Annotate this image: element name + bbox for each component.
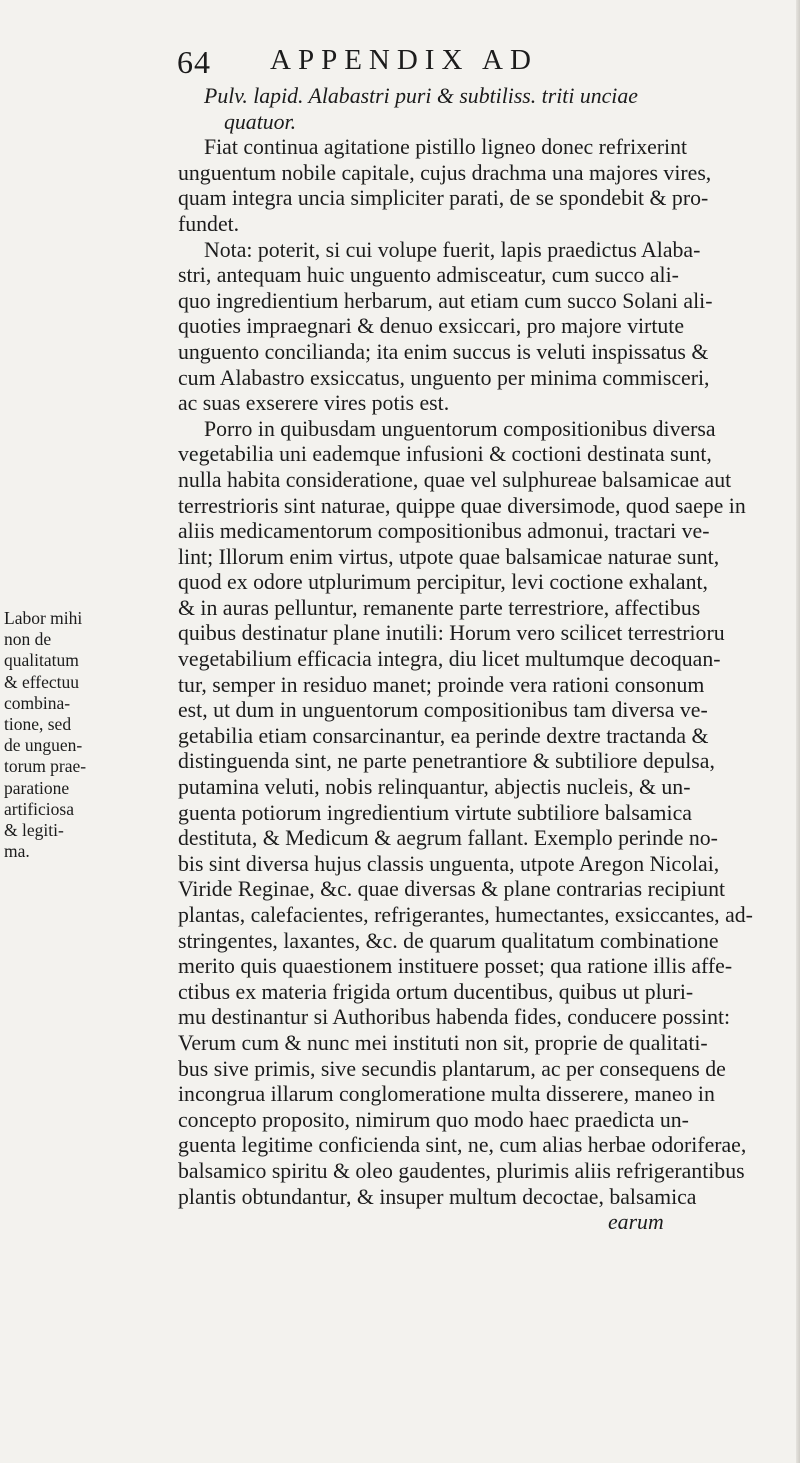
text-line: terrestrioris sint naturae, quippe quae diversimode, quod saepe in (178, 493, 746, 518)
text-line: merito quis quaestionem instituere posset; qua ratione illis affe- (178, 954, 733, 979)
text-line: quibus destinatur plane inutili: Horum vero scilicet terrestrioru (178, 621, 725, 646)
text-line: destituta, & Medicum & aegrum fallant. Exemplo perinde no- (178, 826, 718, 851)
text-line: Fiat continua agitatione pistillo ligneo donec refrixerint (204, 135, 688, 160)
text-line: lint; Illorum enim virtus, utpote quae balsamicae naturae sunt, (178, 544, 720, 569)
text-line: plantas, calefacientes, refrigerantes, humectantes, exsiccantes, ad- (178, 903, 753, 927)
page-number: 64 (177, 44, 211, 80)
text-line: est, ut dum in unguentorum compositionibus tam diversa ve- (178, 698, 708, 723)
text-line: balsamico spiritu & oleo gaudentes, plurimis aliis refrigerantibus (178, 1158, 745, 1183)
text-line: guenta potiorum ingredientium virtute subtiliore balsamica (178, 800, 692, 825)
margin-note-line: de unguen- (4, 735, 83, 756)
text-line: fundet. (178, 211, 240, 236)
body-text (178, 84, 780, 1236)
margin-note-line: tione, sed (4, 713, 72, 734)
text-line: Verum cum & nunc mei instituti non sit, proprie de qualitati- (178, 1030, 708, 1055)
text-line: ctibus ex materia frigida ortum ducentibus, quibus ut pluri- (178, 979, 694, 1004)
text-line: quoties impraegnari & denuo exsiccari, pro majore virtute (178, 314, 685, 339)
page-edge (796, 0, 800, 1463)
text-line: Viride Reginae, &c. quae diversas & plane contrarias recipiunt (178, 877, 726, 902)
margin-note-line: combina- (4, 692, 71, 713)
text-line: Nota: poterit, si cui volupe fuerit, lapis praedictus Alaba- (204, 237, 701, 262)
margin-note-line: non de (4, 629, 52, 650)
margin-note (4, 608, 174, 862)
margin-note-line: Labor mihi (4, 608, 83, 628)
text-line: & in auras pelluntur, remanente parte terrestriore, affectibus (178, 595, 701, 620)
text-line: distinguenda sint, ne parte penetrantiore & subtiliore depulsa, (178, 749, 715, 774)
text-line: unguentum nobile capitale, cujus drachma una majores vires, (178, 160, 712, 185)
text-line: quam integra uncia simpliciter parati, de se spondebit & pro- (178, 186, 709, 211)
text-line: concepto proposito, nimirum quo modo haec praedicta un- (178, 1107, 689, 1132)
text-line: unguento concilianda; ita enim succus is veluti inspissatus & (178, 339, 709, 364)
text-line: stri, antequam huic unguento admisceatur, cum succo ali- (178, 263, 679, 288)
margin-note-line: & legiti- (4, 819, 64, 840)
text-line: guenta legitime conficienda sint, ne, cum alias herbae odoriferae, (178, 1133, 747, 1158)
text-line: plantis obtundantur, & insuper multum decoctae, balsamica (178, 1184, 697, 1209)
margin-note-line: & effectuu (4, 671, 79, 692)
text-line: tur, semper in residuo manet; proinde vera rationi consonum (178, 672, 705, 697)
text-line: mu destinantur si Authoribus habenda fides, conducere possint: (178, 1005, 731, 1030)
text-line: vegetabilium efficacia integra, diu licet multumque decoquan- (178, 647, 721, 672)
margin-note-line: qualitatum (4, 650, 79, 671)
text-line: putamina veluti, nobis relinquantur, abjectis nucleis, & un- (178, 775, 691, 800)
text-line: vegetabilia uni eademque infusioni & coctioni destinata sunt, (178, 442, 712, 467)
text-line: earum (608, 1210, 664, 1235)
text-line: quod ex odore utplurimum percipitur, levi coctione exhalant, (178, 570, 708, 595)
text-line: aliis medicamentorum compositionibus admonui, tractari ve- (178, 519, 710, 544)
text-line: nulla habita consideratione, quae vel sulphureae balsamicae aut (178, 467, 732, 492)
text-line: Pulv. lapid. Alabastri puri & subtiliss. triti unciae (204, 84, 638, 108)
text-line: ac suas exserere vires potis est. (178, 391, 450, 416)
text-line: cum Alabastro exsiccatus, unguento per minima commisceri, (178, 365, 710, 390)
text-line: Porro in quibusdam unguentorum compositionibus diversa (204, 416, 716, 441)
text-line: bis sint diversa hujus classis unguenta, utpote Aregon Nicolai, (178, 851, 720, 876)
margin-note-line: torum prae- (4, 756, 87, 777)
text-line: quo ingredientium herbarum, aut etiam cum succo Solani ali- (178, 288, 713, 313)
text-line: quatuor. (224, 109, 297, 134)
text-line: bus sive primis, sive secundis plantarum, ac per consequens de (178, 1056, 726, 1081)
running-head: APPENDIX AD (270, 44, 538, 76)
text-line: stringentes, laxantes, &c. de quarum qualitatum combinatione (178, 928, 719, 953)
text-line: getabilia etiam consarcinantur, ea perinde dextre tractanda & (178, 723, 709, 748)
margin-note-line: ma. (4, 841, 30, 862)
margin-note-line: paratione (4, 777, 70, 798)
margin-note-line: artificiosa (4, 798, 74, 819)
text-line: incongrua illarum conglomeratione multa disserere, maneo in (178, 1082, 715, 1107)
